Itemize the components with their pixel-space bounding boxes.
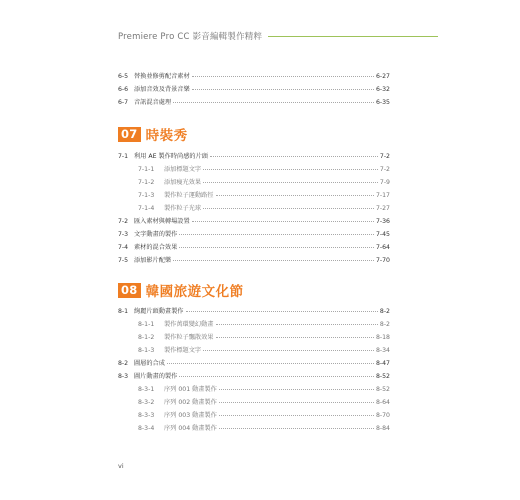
entry-page: 8-84 [375,425,390,432]
entry-number: 8-1 [118,308,129,315]
toc-subentry[interactable] [118,423,390,436]
entry-title: 製作粒子光球 [164,205,202,212]
entry-number: 8-3-1 [138,386,155,393]
entry-title: 製作標題文字 [164,347,202,354]
dot-leader [219,402,374,403]
toc-entry[interactable] [118,71,390,84]
dot-leader [219,428,374,429]
toc-subentry[interactable] [118,384,390,397]
entry-page: 7-27 [375,205,390,212]
dot-leader [219,415,374,416]
entry-page: 8-34 [375,347,390,354]
entry-number: 8-3-3 [138,412,155,419]
entry-title: 圖片動畫的製作 [134,373,178,380]
dot-leader [179,234,374,235]
dot-leader [216,324,378,325]
entry-page: 8-64 [375,399,390,406]
toc-entry[interactable] [118,371,390,384]
entry-page: 8-52 [375,386,390,393]
entry-number: 7-1-2 [138,179,155,186]
chapter-number-badge: 08 [118,283,141,298]
entry-page: 6-27 [375,73,390,80]
entry-number: 6-5 [118,73,129,80]
entry-title: 添加音效及背景音樂 [134,86,190,93]
entry-number: 7-4 [118,244,129,251]
toc-subentry[interactable] [118,410,390,423]
chapter-heading-07 [118,124,188,144]
running-header [118,30,438,42]
toc-entry[interactable] [118,84,390,97]
page-number: vi [118,462,124,470]
entry-number: 7-1-1 [138,166,155,173]
entry-page: 7-17 [375,192,390,199]
toc-entry[interactable] [118,97,390,110]
entry-title: 製作粒子飄散效果 [164,334,214,341]
entry-number: 7-1-3 [138,192,155,199]
entry-title: 匯入素材與轉場設置 [134,218,190,225]
toc-subentry[interactable] [118,177,390,190]
dot-leader [192,89,374,90]
entry-title: 序列 002 動畫製作 [164,399,217,406]
chapter-number-badge: 07 [118,127,141,142]
entry-page: 7-2 [379,153,390,160]
entry-title: 添加標題文字 [164,166,202,173]
entry-title: 文字動畫的製作 [134,231,178,238]
entry-page: 8-2 [379,308,390,315]
entry-page: 7-45 [375,231,390,238]
entry-number: 6-6 [118,86,129,93]
entry-number: 7-3 [118,231,129,238]
entry-page: 8-18 [375,334,390,341]
dot-leader [203,182,378,183]
dot-leader [173,102,374,103]
entry-number: 8-1-3 [138,347,155,354]
entry-number: 8-3 [118,373,129,380]
toc-section-06-tail [118,71,390,110]
dot-leader [179,376,374,377]
toc-entry[interactable] [118,216,390,229]
entry-number: 7-5 [118,257,129,264]
toc-entry[interactable] [118,358,390,371]
toc-subentry[interactable] [118,397,390,410]
toc-entry[interactable] [118,151,390,164]
entry-page: 7-64 [375,244,390,251]
toc-subentry[interactable] [118,203,390,216]
dot-leader [203,208,374,209]
toc-entry[interactable] [118,255,390,268]
dot-leader [192,76,374,77]
toc-subentry[interactable] [118,345,390,358]
entry-page: 7-2 [379,166,390,173]
entry-number: 8-3-4 [138,425,155,432]
entry-number: 8-1-2 [138,334,155,341]
entry-title: 利用 AE 製作時尚感的片頭 [134,153,208,160]
chapter-heading-08 [118,280,244,300]
chapter-title: 韓國旅遊文化節 [145,284,244,300]
entry-page: 7-70 [375,257,390,264]
toc-entry[interactable] [118,229,390,242]
entry-title: 添加瘦光效果 [164,179,202,186]
toc-entry[interactable] [118,306,390,319]
chapter-title: 時裝秀 [145,128,188,144]
entry-title: 製作粒子運動路徑 [164,192,214,199]
entry-number: 7-1-4 [138,205,155,212]
entry-title: 序列 004 動畫製作 [164,425,217,432]
dot-leader [179,247,374,248]
entry-number: 8-2 [118,360,129,367]
dot-leader [210,156,378,157]
entry-page: 6-32 [375,86,390,93]
dot-leader [203,350,374,351]
dot-leader [186,311,378,312]
toc-subentry[interactable] [118,332,390,345]
toc-section-07 [118,151,390,268]
toc-subentry[interactable] [118,319,390,332]
entry-title: 製作萬環變幻動畫 [164,321,214,328]
dot-leader [167,363,374,364]
dot-leader [216,195,374,196]
dot-leader [219,389,374,390]
entry-page: 7-36 [375,218,390,225]
entry-title: 替換並修剪配音素材 [134,73,190,80]
toc-subentry[interactable] [118,190,390,203]
entry-title: 素材的混合效果 [134,244,178,251]
toc-entry[interactable] [118,242,390,255]
entry-number: 7-2 [118,218,129,225]
dot-leader [216,337,374,338]
entry-page: 7-9 [379,179,390,186]
dot-leader [192,221,374,222]
entry-number: 8-1-1 [138,321,155,328]
book-title: Premiere Pro CC 影音編輯製作精粹 [118,32,263,42]
entry-page: 6-35 [375,99,390,106]
entry-title: 添加影片配樂 [134,257,172,264]
entry-title: 序列 003 動畫製作 [164,412,217,419]
entry-title: 序列 001 動畫製作 [164,386,217,393]
entry-number: 6-7 [118,99,129,106]
entry-page: 8-2 [379,321,390,328]
entry-number: 8-3-2 [138,399,155,406]
entry-title: 圖層的合成 [134,360,165,367]
toc-section-08 [118,306,390,436]
header-rule [268,36,438,37]
entry-page: 8-52 [375,373,390,380]
entry-title: 音訊混音處理 [134,99,172,106]
entry-page: 8-47 [375,360,390,367]
entry-page: 8-70 [375,412,390,419]
dot-leader [203,169,378,170]
entry-number: 7-1 [118,153,129,160]
toc-subentry[interactable] [118,164,390,177]
dot-leader [173,260,374,261]
entry-title: 絢麗片頭動畫製作 [134,308,184,315]
